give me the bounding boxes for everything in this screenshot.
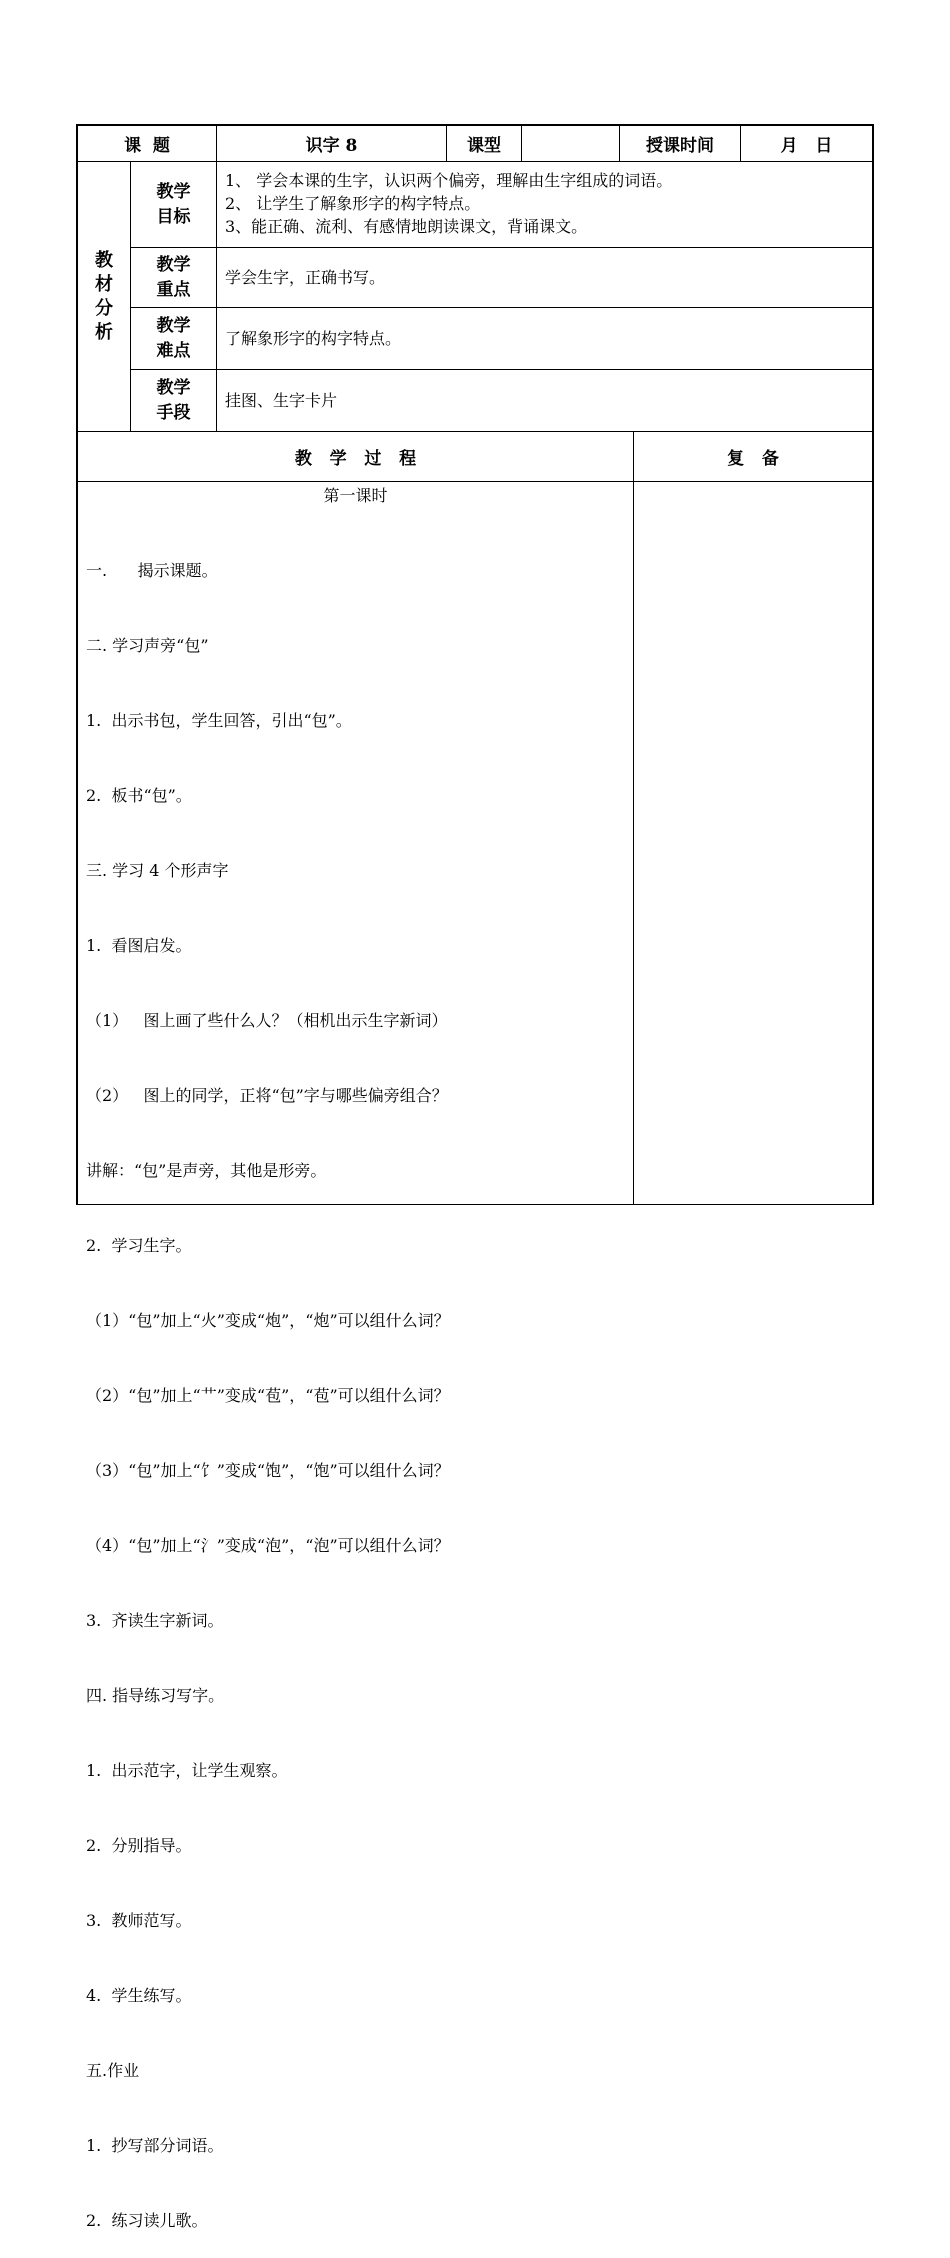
key-points-text: 学会生字，正确书写。: [225, 268, 386, 287]
process-line: 四. 指导练习写字。: [86, 1686, 225, 1705]
process-line: 五.作业: [86, 2061, 140, 2080]
process-content: [86, 508, 631, 2258]
goal-line: 2、 让学生了解象形字的构字特点。: [225, 194, 481, 213]
process-line: 2. 学习生字。: [86, 1236, 192, 1255]
process-line: （1） 图上画了些什么人？（相机出示生字新词）: [86, 1011, 448, 1030]
topic-label: 课 题: [124, 136, 170, 156]
difficulties-label: 教学 难点: [156, 315, 191, 361]
lesson-title: 第一课时: [323, 486, 388, 505]
side-char: 分: [95, 297, 113, 319]
col-divider: [216, 161, 217, 431]
process-line: 三. 学习 4 个形声字: [86, 861, 229, 880]
topic-value: 识字 8: [305, 136, 358, 156]
means-text: 挂图、生字卡片: [225, 391, 338, 410]
goal-line: 1、 学会本课的生字，认识两个偏旁，理解由生字组成的词语。: [225, 171, 673, 190]
analysis-side-label: [78, 162, 130, 431]
goals-label: 教学 目标: [156, 181, 191, 227]
type-label: 课型: [467, 136, 501, 156]
process-line: 1. 出示范字，让学生观察。: [86, 1761, 288, 1780]
means-label: 教学 手段: [156, 377, 191, 423]
notes-heading: 复 备: [727, 449, 779, 469]
process-line: （3）“包”加上“饣”变成“饱”，“饱”可以组什么词？: [86, 1461, 450, 1480]
key-points-label: 教学 重点: [156, 254, 191, 300]
process-line: 1. 抄写部分词语。: [86, 2136, 224, 2155]
side-char: 材: [95, 273, 113, 295]
process-line: 4. 学生练写。: [86, 1986, 192, 2005]
process-line: 3. 教师范写。: [86, 1911, 192, 1930]
goal-line: 3、能正确、流利、有感情地朗读课文，背诵课文。: [225, 217, 588, 236]
process-line: 讲解：“包”是声旁，其他是形旁。: [86, 1161, 327, 1180]
process-line: 2. 分别指导。: [86, 1836, 192, 1855]
process-line: 1. 看图启发。: [86, 936, 192, 955]
date-value: 月 日: [780, 136, 833, 156]
process-line: （4）“包”加上“氵”变成“泡”，“泡”可以组什么词？: [86, 1536, 450, 1555]
process-heading: 教 学 过 程: [294, 449, 417, 469]
process-line: 一. 揭示课题。: [86, 561, 218, 580]
difficulties-text: 了解象形字的构字特点。: [225, 329, 402, 348]
process-line: 2. 练习读儿歌。: [86, 2211, 208, 2230]
notes-area: [634, 482, 872, 1204]
side-char: 析: [95, 321, 113, 343]
process-line: 二. 学习声旁“包”: [86, 636, 209, 655]
type-value: [522, 126, 619, 161]
process-line: 1. 出示书包，学生回答，引出“包”。: [86, 711, 352, 730]
side-char: 教: [95, 249, 113, 271]
process-line: （1）“包”加上“火”变成“炮”，“炮”可以组什么词？: [86, 1311, 450, 1330]
goals-text: [225, 169, 865, 238]
process-line: （2）“包”加上“艹”变成“苞”，“苞”可以组什么词？: [86, 1386, 450, 1405]
process-line: （2） 图上的同学，正将“包”字与哪些偏旁组合？: [86, 1086, 448, 1105]
time-label: 授课时间: [646, 136, 714, 156]
process-line: 3. 齐读生字新词。: [86, 1611, 224, 1630]
process-line: 2. 板书“包”。: [86, 786, 192, 805]
